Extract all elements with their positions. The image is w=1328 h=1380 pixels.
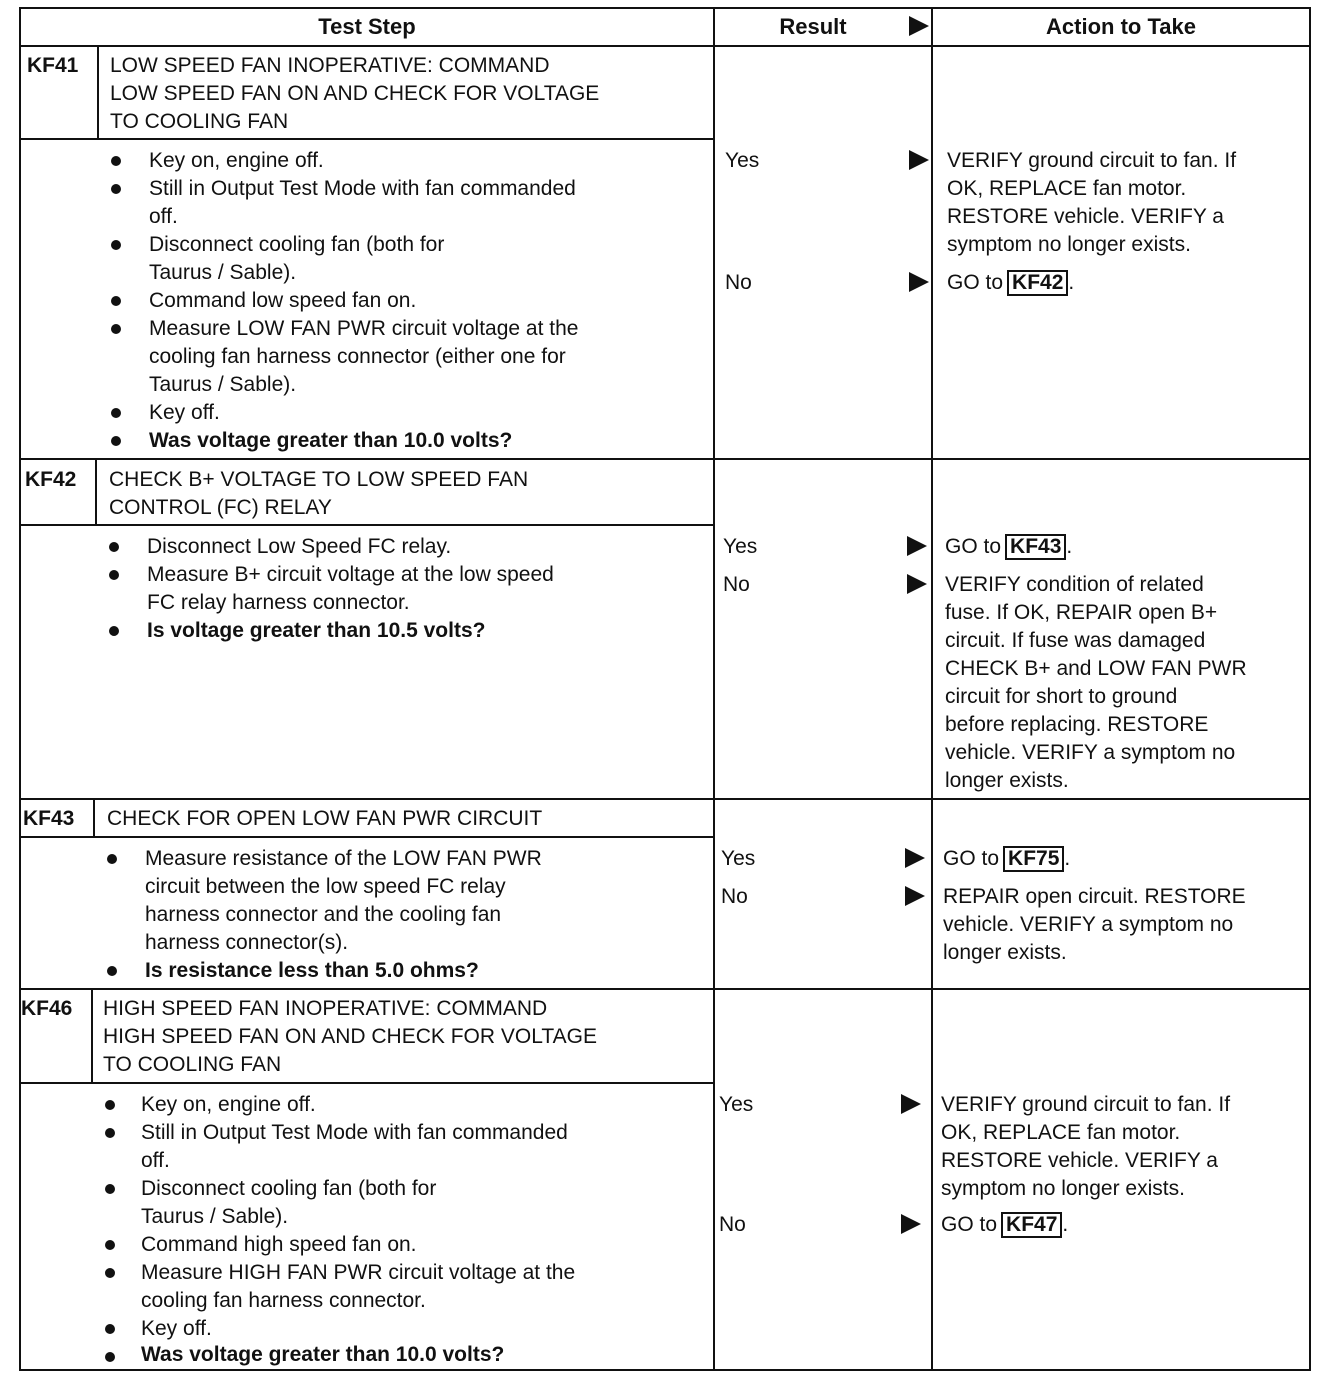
bullet-icon: [111, 408, 121, 418]
title-rule: [19, 836, 713, 838]
result-no: No: [723, 573, 750, 596]
bullet-icon: [107, 966, 117, 976]
goto-ref-kf75[interactable]: KF75: [1003, 846, 1064, 872]
goto-end: .: [1068, 271, 1075, 294]
bullet-text: FC relay harness connector.: [147, 591, 410, 614]
result-yes: Yes: [719, 1093, 754, 1116]
goto-end: .: [1062, 1213, 1069, 1236]
bullet-icon: [107, 854, 117, 864]
result-yes: Yes: [725, 149, 760, 172]
step-title-line: CHECK FOR OPEN LOW FAN PWR CIRCUIT: [107, 807, 543, 830]
goto-action: [943, 845, 1070, 873]
header-arrow-icon: [909, 16, 929, 36]
action-line: RESTORE vehicle. VERIFY a: [941, 1149, 1218, 1172]
id-divider: [93, 799, 95, 837]
bullet-text: harness connector and the cooling fan: [145, 903, 502, 926]
goto-ref-kf43[interactable]: KF43: [1005, 534, 1066, 560]
bullet-text: harness connector(s).: [145, 931, 349, 954]
bullet-text: Key on, engine off.: [141, 1093, 316, 1116]
bullet-text: Disconnect cooling fan (both for: [149, 233, 445, 256]
step-title-line: CHECK B+ VOLTAGE TO LOW SPEED FAN: [109, 468, 529, 491]
bullet-icon: [105, 1100, 115, 1110]
action-line: longer exists.: [943, 941, 1067, 964]
step-id-kf43: KF43: [23, 807, 75, 830]
action-line: symptom no longer exists.: [941, 1177, 1185, 1200]
goto-action: [945, 533, 1072, 561]
action-line: VERIFY condition of related: [945, 573, 1204, 596]
bullet-text: Still in Output Test Mode with fan commanded: [141, 1121, 568, 1144]
table-border-bottom: [19, 1369, 1311, 1371]
goto-action: [947, 269, 1074, 297]
goto-end: .: [1066, 535, 1073, 558]
step-separator: [19, 988, 1311, 990]
action-line: vehicle. VERIFY a symptom no: [943, 913, 1234, 936]
diagnostic-table: [19, 7, 1311, 1371]
bullet-text: Measure HIGH FAN PWR circuit voltage at the: [141, 1261, 576, 1284]
bullet-icon: [109, 570, 119, 580]
bullet-text: off.: [149, 205, 178, 228]
bullet-icon: [111, 184, 121, 194]
step-title-line: HIGH SPEED FAN ON AND CHECK FOR VOLTAGE: [103, 1025, 597, 1048]
bullet-question: Is resistance less than 5.0 ohms?: [145, 959, 479, 982]
table-border-left: [19, 7, 21, 1371]
action-line: OK, REPLACE fan motor.: [947, 177, 1187, 200]
result-no: No: [725, 271, 752, 294]
table-border-top: [19, 7, 1311, 9]
bullet-text: Measure B+ circuit voltage at the low speed: [147, 563, 554, 586]
step-id-kf41: KF41: [27, 54, 79, 77]
action-line: VERIFY ground circuit to fan. If: [947, 149, 1237, 172]
bullet-icon: [109, 626, 119, 636]
goto-text: GO to: [941, 1213, 998, 1236]
goto-text: GO to: [945, 535, 1002, 558]
arrow-icon: [909, 150, 929, 170]
action-line: circuit for short to ground: [945, 685, 1178, 708]
bullet-icon: [111, 296, 121, 306]
result-yes: Yes: [721, 847, 756, 870]
action-line: vehicle. VERIFY a symptom no: [945, 741, 1236, 764]
bullet-icon: [109, 542, 119, 552]
bullet-question: Was voltage greater than 10.0 volts?: [141, 1343, 505, 1366]
arrow-icon: [909, 272, 929, 292]
arrow-icon: [901, 1094, 921, 1114]
id-divider: [97, 45, 99, 139]
bullet-text: cooling fan harness connector (either one for: [149, 345, 566, 368]
action-line: circuit. If fuse was damaged: [945, 629, 1206, 652]
bullet-text: Still in Output Test Mode with fan commanded: [149, 177, 576, 200]
action-line: longer exists.: [945, 769, 1069, 792]
step-id-kf46: KF46: [21, 997, 73, 1020]
goto-ref-kf47[interactable]: KF47: [1001, 1212, 1062, 1238]
header-test-step: Test Step: [318, 14, 416, 39]
bullet-icon: [111, 436, 121, 446]
column-divider-result: [713, 7, 715, 1371]
result-yes: Yes: [723, 535, 758, 558]
bullet-icon: [105, 1324, 115, 1334]
bullet-text: Taurus / Sable).: [141, 1205, 289, 1228]
goto-end: .: [1064, 847, 1071, 870]
bullet-text: off.: [141, 1149, 170, 1172]
step-title-line: TO COOLING FAN: [110, 110, 289, 133]
step-separator: [19, 798, 1311, 800]
bullet-icon: [105, 1128, 115, 1138]
arrow-icon: [901, 1214, 921, 1234]
step-title-line: HIGH SPEED FAN INOPERATIVE: COMMAND: [103, 997, 548, 1020]
action-line: RESTORE vehicle. VERIFY a: [947, 205, 1224, 228]
goto-text: GO to: [943, 847, 1000, 870]
bullet-icon: [105, 1268, 115, 1278]
header-result: Result: [779, 14, 847, 39]
bullet-text: Taurus / Sable).: [149, 261, 297, 284]
bullet-text: Command high speed fan on.: [141, 1233, 417, 1256]
bullet-icon: [105, 1352, 115, 1362]
table-border-right: [1309, 7, 1311, 1371]
result-no: No: [719, 1213, 746, 1236]
header-rule: [19, 45, 1311, 47]
bullet-question: Is voltage greater than 10.5 volts?: [147, 619, 486, 642]
step-title-line: LOW SPEED FAN ON AND CHECK FOR VOLTAGE: [110, 82, 600, 105]
bullet-question: Was voltage greater than 10.0 volts?: [149, 429, 513, 452]
bullet-text: Taurus / Sable).: [149, 373, 297, 396]
bullet-text: Key off.: [149, 401, 220, 424]
goto-ref-kf42[interactable]: KF42: [1007, 270, 1068, 296]
step-title-line: LOW SPEED FAN INOPERATIVE: COMMAND: [110, 54, 550, 77]
action-line: VERIFY ground circuit to fan. If: [941, 1093, 1231, 1116]
bullet-icon: [111, 156, 121, 166]
action-line: REPAIR open circuit. RESTORE: [943, 885, 1246, 908]
action-line: symptom no longer exists.: [947, 233, 1191, 256]
action-line: fuse. If OK, REPAIR open B+: [945, 601, 1218, 624]
result-no: No: [721, 885, 748, 908]
id-divider: [91, 989, 93, 1083]
step-title-line: CONTROL (FC) RELAY: [109, 496, 332, 519]
header-action: Action to Take: [1046, 14, 1196, 39]
action-line: before replacing. RESTORE: [945, 713, 1209, 736]
step-separator: [19, 458, 1311, 460]
bullet-text: Command low speed fan on.: [149, 289, 417, 312]
bullet-text: Measure LOW FAN PWR circuit voltage at the: [149, 317, 579, 340]
bullet-text: Key off.: [141, 1317, 212, 1340]
action-line: OK, REPLACE fan motor.: [941, 1121, 1181, 1144]
bullet-text: cooling fan harness connector.: [141, 1289, 426, 1312]
bullet-text: Disconnect cooling fan (both for: [141, 1177, 437, 1200]
step-id-kf42: KF42: [25, 468, 77, 491]
bullet-text: circuit between the low speed FC relay: [145, 875, 506, 898]
step-title-line: TO COOLING FAN: [103, 1053, 282, 1076]
title-rule: [19, 1082, 713, 1084]
bullet-icon: [111, 324, 121, 334]
goto-text: GO to: [947, 271, 1004, 294]
action-line: CHECK B+ and LOW FAN PWR: [945, 657, 1247, 680]
title-rule: [19, 138, 713, 140]
bullet-text: Measure resistance of the LOW FAN PWR: [145, 847, 542, 870]
arrow-icon: [907, 536, 927, 556]
goto-action: [941, 1211, 1068, 1239]
bullet-icon: [105, 1240, 115, 1250]
bullet-icon: [105, 1184, 115, 1194]
title-rule: [19, 524, 713, 526]
arrow-icon: [907, 574, 927, 594]
arrow-icon: [905, 886, 925, 906]
arrow-icon: [905, 848, 925, 868]
bullet-icon: [111, 240, 121, 250]
id-divider: [95, 459, 97, 525]
bullet-text: Key on, engine off.: [149, 149, 324, 172]
column-divider-action: [931, 7, 933, 1371]
bullet-text: Disconnect Low Speed FC relay.: [147, 535, 452, 558]
